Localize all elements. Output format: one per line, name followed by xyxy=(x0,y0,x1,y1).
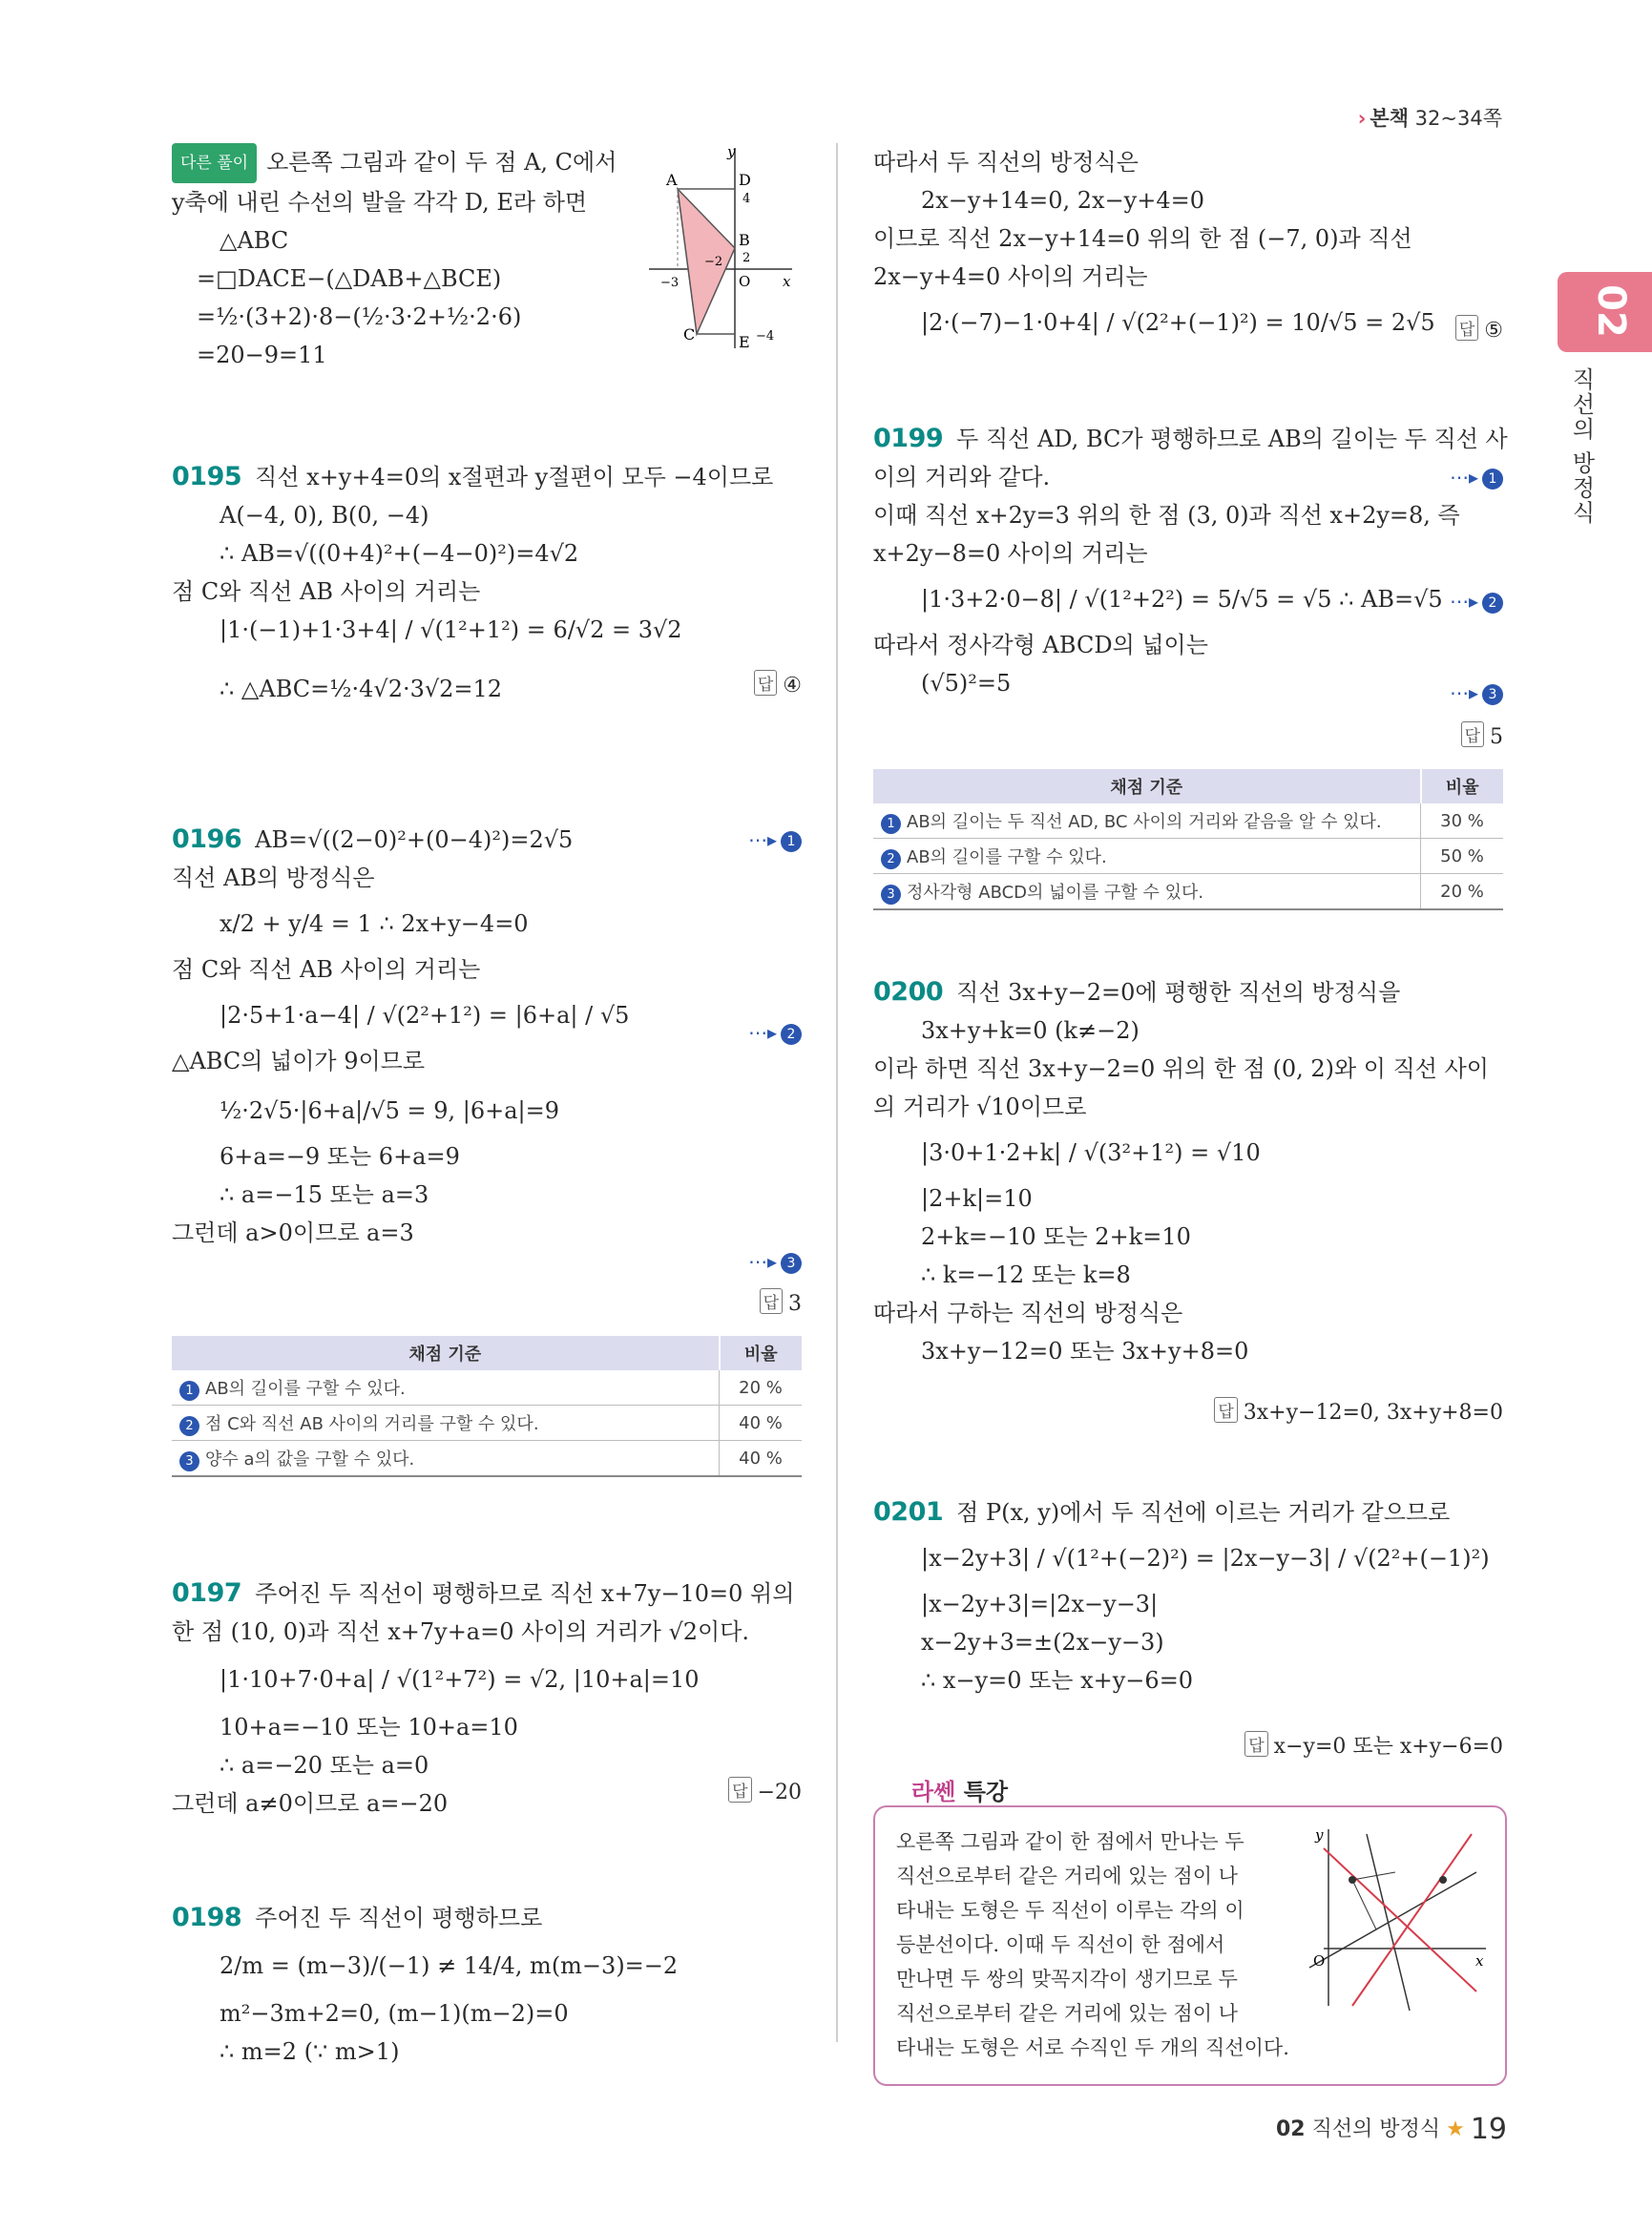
answer-0196: 답 3 xyxy=(760,1288,802,1316)
text-line: 2x−y+14=0, 2x−y+4=0 xyxy=(921,187,1204,214)
text-line: 이므로 직선 2x−y+14=0 위의 한 점 (−7, 0)과 직선 xyxy=(873,225,1412,252)
fig-label: x xyxy=(783,273,791,290)
criteria-row: 1 AB의 길이는 두 직선 AD, BC 사이의 거리와 같음을 알 수 있다. xyxy=(873,803,1421,839)
text-line: 그런데 a≠0이므로 a=−20 xyxy=(172,1790,449,1817)
text-line: 따라서 정사각형 ABCD의 넓이는 xyxy=(873,632,1208,658)
fig-label: −3 xyxy=(660,276,680,290)
column-divider xyxy=(836,143,838,2042)
text-line: 이의 거리와 같다. xyxy=(873,464,1051,490)
problem-0201 xyxy=(873,1493,1503,1759)
text-line: 따라서 두 직선의 방정식은 xyxy=(873,149,1139,176)
alt-solution-badge: 다른 풀이 xyxy=(172,143,257,183)
problem-number: 0200 xyxy=(873,977,944,1007)
text-line: |1·(−1)+1·3+4| / √(1²+1²) = 6/√2 = 3√2 xyxy=(220,616,682,643)
text-line: 한 점 (10, 0)과 직선 x+7y+a=0 사이의 거리가 √2이다. xyxy=(172,1618,750,1645)
text-line: ½·2√5·|6+a|/√5 = 9, |6+a|=9 xyxy=(220,1097,559,1124)
header-book: 본책 xyxy=(1370,107,1409,130)
step-marker: ⋯▸ 1 xyxy=(748,828,802,852)
chevron-right-icon: › xyxy=(1357,107,1367,130)
text-line: 이때 직선 x+2y=3 위의 한 점 (3, 0)과 직선 x+2y=8, 즉 xyxy=(873,502,1460,529)
criteria-pct: 20 % xyxy=(1421,874,1504,910)
fig-label: −4 xyxy=(756,329,775,344)
answer-0201: 답 x−y=0 또는 x+y−6=0 xyxy=(1244,1730,1503,1760)
fig-label: O xyxy=(1313,1952,1326,1970)
problem-0196 xyxy=(172,821,802,1470)
text-line: x/2 + y/4 = 1 ∴ 2x+y−4=0 xyxy=(220,910,529,937)
footer: 02 직선의 방정식 ★ 19 xyxy=(1275,2113,1507,2146)
fig-label: C xyxy=(683,325,696,344)
text-line: △ABC의 넓이가 9이므로 xyxy=(172,1048,426,1074)
text-line: ∴ a=−15 또는 a=3 xyxy=(220,1181,429,1208)
note-text: 오른쪽 그림과 같이 한 점에서 만나는 두 직선으로부터 같은 거리에 있는 점이 나 타내는 도형은 두 직선이 이루는 각의 이 등분선이다. 이때 두 직선이 한 점에서 만나면 두 쌍의 맞꼭지각이 생기므로 두 직선으로부터 같은 거리에 있는 점이 나 타내는 도형은 서로 수직인 두 개의 직선이다. xyxy=(896,1830,1289,2059)
text-line: △ABC xyxy=(220,227,289,254)
text-line: |2·(−7)−1·0+4| / √(2²+(−1)²) = 10/√5 = 2√5 xyxy=(921,309,1435,336)
text-line: 직선 3x+y−2=0에 평행한 직선의 방정식을 xyxy=(956,979,1401,1006)
text-line: 오른쪽 그림과 같이 두 점 A, C에서 xyxy=(266,149,617,176)
text-line: 2x−y+4=0 사이의 거리는 xyxy=(873,263,1148,290)
answer-0195: 답 ④ xyxy=(754,670,802,698)
text-line: x−2y+3=±(2x−y−3) xyxy=(921,1629,1164,1656)
bisector-figure xyxy=(1300,1824,1491,2015)
text-line: =20−9=11 xyxy=(197,342,327,368)
answer-0199: 답 5 xyxy=(1461,721,1503,749)
alt-solution-figure xyxy=(649,143,802,353)
text-line: 두 직선 AD, BC가 평행하므로 AB의 길이는 두 직선 사 xyxy=(956,426,1508,452)
criteria-header: 채점 기준 xyxy=(172,1336,720,1370)
text-line: 주어진 두 직선이 평행하므로 직선 x+7y−10=0 위의 xyxy=(255,1580,795,1607)
text-line: ∴ AB=√((0+4)²+(−4−0)²)=4√2 xyxy=(220,540,579,567)
text-line: 주어진 두 직선이 평행하므로 xyxy=(255,1905,543,1931)
criteria-header: 채점 기준 xyxy=(873,769,1421,803)
problem-0199 xyxy=(873,420,1508,903)
fig-label: A xyxy=(666,171,678,189)
text-line: 점 P(x, y)에서 두 직선에 이르는 거리가 같으므로 xyxy=(956,1499,1451,1526)
problem-number: 0201 xyxy=(873,1497,944,1527)
text-line: ∴ △ABC=½·4√2·3√2=12 xyxy=(220,676,503,702)
criteria-pct: 20 % xyxy=(720,1370,803,1406)
text-line: 의 거리가 √10이므로 xyxy=(873,1094,1087,1120)
problem-number: 0198 xyxy=(172,1903,242,1932)
answer-0198: 답 ⑤ xyxy=(1455,315,1503,343)
text-line: 3x+y+k=0 (k≠−2) xyxy=(921,1017,1140,1044)
answer-0200: 답 3x+y−12=0, 3x+y+8=0 xyxy=(1214,1397,1503,1425)
problem-0200 xyxy=(873,973,1503,1425)
criteria-row: 2 AB의 길이를 구할 수 있다. xyxy=(873,839,1421,874)
text-line: m²−3m+2=0, (m−1)(m−2)=0 xyxy=(220,2000,569,2027)
criteria-table-0196 xyxy=(172,1336,802,1477)
step-marker: ⋯▸ 1 xyxy=(1450,466,1503,490)
text-line: AB=√((2−0)²+(0−4)²)=2√5 xyxy=(255,826,574,853)
text-line: ∴ a=−20 또는 a=0 xyxy=(220,1752,429,1779)
fig-label: y xyxy=(1315,1826,1324,1844)
text-line: 따라서 구하는 직선의 방정식은 xyxy=(873,1300,1183,1326)
fig-label: B xyxy=(739,231,750,249)
criteria-pct: 40 % xyxy=(720,1441,803,1477)
text-line: 그런데 a>0이므로 a=3 xyxy=(172,1220,414,1246)
text-line: 10+a=−10 또는 10+a=10 xyxy=(220,1714,518,1741)
problem-0198 xyxy=(172,1899,802,2071)
ratio-header: 비율 xyxy=(720,1336,803,1370)
problem-number: 0195 xyxy=(172,462,242,491)
fig-label: O xyxy=(739,273,751,290)
text-line: 3x+y−12=0 또는 3x+y+8=0 xyxy=(921,1338,1249,1365)
note-title: 라쎈 특강 xyxy=(911,1779,1009,1805)
ratio-header: 비율 xyxy=(1421,769,1504,803)
text-line: ∴ k=−12 또는 k=8 xyxy=(921,1261,1131,1288)
text-line: |2+k|=10 xyxy=(921,1185,1033,1212)
text-line: 2/m = (m−3)/(−1) ≠ 14/4, m(m−3)=−2 xyxy=(220,1952,679,1979)
text-line: A(−4, 0), B(0, −4) xyxy=(220,502,429,529)
alt-solution xyxy=(172,143,802,374)
problem-0197 xyxy=(172,1574,802,1823)
text-line: ∴ m=2 (∵ m>1) xyxy=(220,2038,400,2065)
note-box xyxy=(873,1805,1507,2086)
fig-label: 2 xyxy=(742,251,751,265)
fig-label: x xyxy=(1475,1952,1484,1970)
text-line: y축에 내린 수선의 발을 각각 D, E라 하면 xyxy=(172,189,588,216)
fig-label: E xyxy=(739,333,750,351)
text-line: 6+a=−9 또는 6+a=9 xyxy=(220,1143,460,1170)
text-line: =□DACE−(△DAB+△BCE) xyxy=(197,265,502,292)
criteria-row: 2 점 C와 직선 AB 사이의 거리를 구할 수 있다. xyxy=(172,1406,720,1441)
text-line: 점 C와 직선 AB 사이의 거리는 xyxy=(172,956,481,983)
text-line: 2+k=−10 또는 2+k=10 xyxy=(921,1223,1191,1250)
criteria-table-0199 xyxy=(873,769,1503,910)
text-line: 점 C와 직선 AB 사이의 거리는 xyxy=(172,578,481,605)
fig-label: y xyxy=(727,143,736,160)
answer-0197: 답 −20 xyxy=(728,1777,802,1804)
step-marker: ⋯▸ 2 xyxy=(748,1021,802,1045)
chapter-tab[interactable]: 02 xyxy=(1558,272,1652,352)
fig-label: 4 xyxy=(742,192,751,206)
text-line: (√5)²=5 xyxy=(921,670,1012,697)
text-line: 직선 x+y+4=0의 x절편과 y절편이 모두 −4이므로 xyxy=(255,464,774,490)
chapter-side-title: 직선의 방정식 xyxy=(1568,367,1595,526)
text-line: 직선 AB의 방정식은 xyxy=(172,865,375,891)
text-line: =½·(3+2)·8−(½·3·2+½·2·6) xyxy=(197,303,522,330)
problem-number: 0196 xyxy=(172,824,242,854)
text-line: |x−2y+3| / √(1²+(−2)²) = |2x−y−3| / √(2²+(−1)²) xyxy=(921,1545,1490,1572)
criteria-pct: 40 % xyxy=(720,1406,803,1441)
criteria-pct: 50 % xyxy=(1421,839,1504,874)
text-line: |1·3+2·0−8| / √(1²+2²) = 5/√5 = √5 ∴ AB=√5 xyxy=(921,586,1443,613)
problem-0198-continued xyxy=(873,143,1503,342)
problem-number: 0197 xyxy=(172,1578,242,1608)
step-marker: ⋯▸ 3 xyxy=(1450,681,1503,705)
text-line: 이라 하면 직선 3x+y−2=0 위의 한 점 (0, 2)와 이 직선 사이 xyxy=(873,1055,1489,1082)
header-pages: 32~34쪽 xyxy=(1414,107,1502,130)
header-page-reference xyxy=(1358,103,1502,132)
fig-label: D xyxy=(739,171,751,189)
text-line: ∴ x−y=0 또는 x+y−6=0 xyxy=(921,1667,1194,1694)
criteria-pct: 30 % xyxy=(1421,803,1504,839)
text-line: |x−2y+3|=|2x−y−3| xyxy=(921,1591,1159,1617)
star-icon: ★ xyxy=(1446,2117,1465,2141)
text-line: x+2y−8=0 사이의 거리는 xyxy=(873,540,1148,567)
step-marker: ⋯▸ 2 xyxy=(1450,590,1503,614)
text-line: |3·0+1·2+k| / √(3²+1²) = √10 xyxy=(921,1139,1261,1166)
text-line: |2·5+1·a−4| / √(2²+1²) = |6+a| / √5 xyxy=(220,1002,630,1029)
problem-number: 0199 xyxy=(873,424,944,453)
criteria-row: 1 AB의 길이를 구할 수 있다. xyxy=(172,1370,720,1406)
step-marker: ⋯▸ 3 xyxy=(748,1250,802,1274)
criteria-row: 3 정사각형 ABCD의 넓이를 구할 수 있다. xyxy=(873,874,1421,910)
fig-label: −2 xyxy=(704,255,723,269)
problem-0195 xyxy=(172,458,802,708)
text-line: |1·10+7·0+a| / √(1²+7²) = √2, |10+a|=10 xyxy=(220,1666,700,1693)
page-number: 19 xyxy=(1470,2113,1507,2146)
criteria-row: 3 양수 a의 값을 구할 수 있다. xyxy=(172,1441,720,1477)
